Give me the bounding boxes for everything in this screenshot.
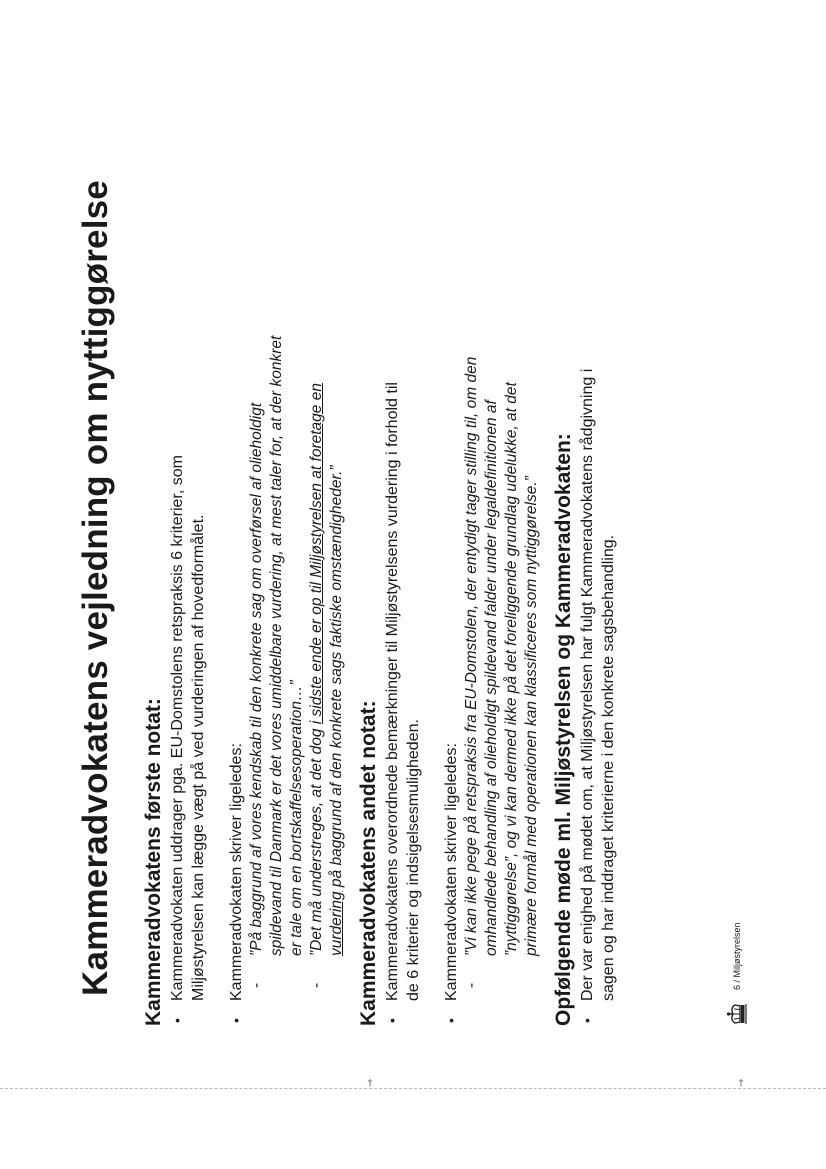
dash-mark: - — [248, 982, 265, 988]
text-line: Miljøstyrelsen kan lægge vægt på ved vurderingen af hovedformålet. — [190, 514, 207, 1001]
slide-content — [142, 66, 619, 1026]
quote-item — [247, 66, 307, 1026]
bullet-dot: • — [169, 1018, 185, 1023]
quote-line — [327, 66, 347, 956]
bullet-dot: • — [443, 1018, 459, 1023]
bullet-item — [577, 66, 619, 1026]
quote-line: omhandlede behandling af olieholdigt spildevand falder under legaldefinitionen af — [483, 400, 500, 956]
quote-line — [307, 66, 327, 956]
scan-fold-line — [0, 1088, 826, 1090]
quote-line: ”På baggrund af vores kendskab til den konkrete sag om overførsel af olieholdigt — [248, 402, 265, 956]
quote-item — [307, 66, 347, 1026]
crown-logo-icon — [726, 1002, 748, 1026]
dash-mark: - — [463, 982, 480, 988]
text-line: Der var enighed på mødet om, at Miljøstyrelsen har fulgt Kammeradvokatens rådgivning i — [579, 368, 596, 1001]
quote-text: på baggrund af den konkrete sags faktiske omstændigheder.” — [328, 465, 345, 892]
rotated-slide — [76, 36, 770, 1046]
section-heading-andet-notat: Kammeradvokatens andet notat: — [357, 700, 380, 1026]
bullet-dot: • — [228, 1018, 244, 1023]
text-line: de 6 kriterier og indsigelsesmuligheden. — [405, 719, 422, 1001]
text-line: sagen og har inddraget kriterierne i den konkrete sagsbehandling. — [600, 534, 617, 1001]
quote-line: spildevand til Danmark er det vores umiddelbare vurdering, at mest taler for, at der konkret — [268, 335, 285, 956]
bullet-item — [441, 66, 462, 1026]
footer — [726, 922, 748, 1026]
dash-mark: - — [308, 982, 325, 988]
bullet-item — [167, 66, 209, 1026]
text-line: Kammeradvokaten uddrager pga. EU-Domstolens retspraksis 6 kriterier, som — [169, 455, 186, 1001]
scan-mark: † — [367, 1078, 374, 1089]
quote-text: ”Det må understreges, at det dog — [308, 724, 325, 956]
quote-line: ”Vi kan ikke pege på retspraksis fra EU-Domstolen, der entydigt tager stilling til, om den — [463, 356, 480, 956]
bullet-dot: • — [384, 1018, 400, 1023]
text-line: Kammeradvokatens overordnede bemærkninger til Miljøstyrelsens vurdering i forhold til — [384, 382, 401, 1001]
quote-line: primære formål med operationen kan klassificeres som nyttiggørelse.” — [523, 476, 540, 956]
bullet-item — [382, 66, 424, 1026]
bullet-item — [226, 66, 247, 1026]
text-line: Kammeradvokaten skriver ligeledes: — [228, 743, 245, 1001]
page-title: Kammeradvokatens vejledning om nyttiggørelse — [76, 180, 115, 996]
footer-text: 6 / Miljøstyrelsen — [732, 922, 742, 990]
text-line: Kammeradvokaten skriver ligeledes: — [443, 743, 460, 1001]
quote-line: ”nyttiggørelse”, og vi kan dermed ikke på det foreliggende grundlag udelukke, at det — [503, 382, 520, 956]
scan-mark: † — [738, 1078, 745, 1089]
quote-item — [462, 66, 542, 1026]
underlined-text: i sidste ende er op til Miljøstyrelsen at foretage en — [308, 383, 325, 725]
bullet-dot: • — [579, 1018, 595, 1023]
underlined-text: vurdering — [328, 891, 345, 956]
section-heading-first-notat: Kammeradvokatens første notat: — [142, 698, 165, 1026]
quote-line: er tale om en bortskaffelsesoperation…” — [288, 680, 305, 956]
section-heading-opfoelgende-moede: Opfølgende møde ml. Miljøstyrelsen og Kammeradvokaten: — [552, 433, 575, 1026]
